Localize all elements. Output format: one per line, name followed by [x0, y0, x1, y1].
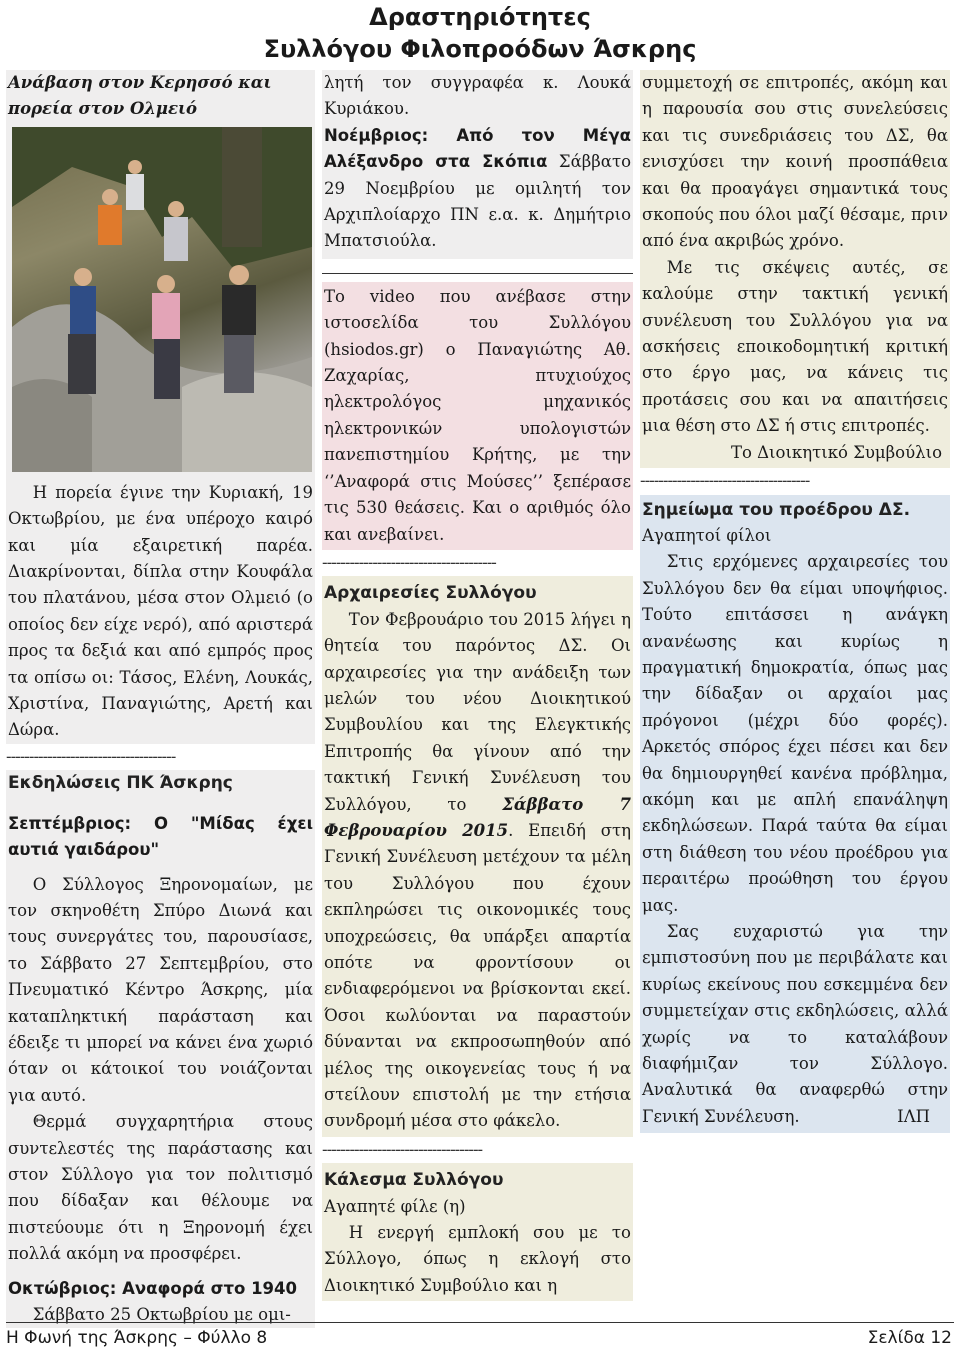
call-title: Κάλεσμα Συλλόγου	[324, 1170, 504, 1191]
note-paragraph-2: Σας ευχαριστώ για την εμπιστοσύνη που με περιβάλατε και κυρίως εκείνους που εσκεμμένα δεν συμμετείχαν στις εκδηλώσεις, αλλά χωρίς να το καταλάβουν διαφήμιζαν τον Σύλλογο. Αναλυτικά θα αναφερθώ στην Γενική Συνέλευση.	[642, 922, 948, 1126]
events-title: Εκδηλώσεις ΠΚ Άσκρης	[8, 773, 233, 794]
call-continued	[640, 70, 950, 468]
president-note-section	[640, 495, 950, 1133]
divider: -------------------------------------	[6, 746, 176, 766]
column-left	[6, 70, 315, 1328]
video-text: Το video που ανέβασε στην ιστοσελίδα του Συλλόγου (hsiodos.gr) ο Παναγιώτης Αθ. Ζαχαρίας, πτυχιούχος ηλεκτρολόγος μηχανικός ηλεκτρονικών υπολογιστών πανεπιστημίου Κρήτης, με την ‘’Αναφορά στις Μούσες’’ ξεπέρασε τις 530 θεάσεις. Και ο αριθμός όλο και ανεβαίνει.	[324, 286, 631, 544]
column-middle	[322, 70, 633, 1301]
column-right	[640, 70, 950, 1133]
elections-text-2: . Επειδή στη Γενική Συνέλευση μετέχουν τα μέλη του Συλλόγου που έχουν εκπληρώσει τις οικονομικές τους υποχρεώσεις, θα υπάρξει απαρτία οπότε να φροντίσουν οι ενδιαφερόμενοι να βρίσκονται εκεί. Όσοι κωλύονται να παραστούν δύνανται να εκπροσωπηθούν από μέλος της οικογενείας τους ή να στείλουν επιστολή με την ετήσια συνδρομή μέσα στο φάκελο.	[324, 820, 631, 1131]
november-text: Σάββατο 29 Νοεμβρίου με ομιλητή τον Αρχιπλοίαρχο ΠΝ ε.α. κ. Δημήτριο Μπατσιούλα.	[324, 152, 632, 251]
divider: --------------------------------------	[322, 552, 496, 572]
call-paragraph-2: Με τις σκέψεις αυτές, σε καλούμε στην τακτική γενική συνέλευση του Συλλόγου για να ασκήσεις εποικοδομητική κριτική στο έργο μας, να κάνεις τις προτάσεις σου και να απαιτήσεις μια θέση στο ΔΣ ή στις επιτροπές.	[642, 257, 948, 436]
november-title: Νοέμβριος: Από τον Μέγα Αλέξανδρο στα Σκόπια	[324, 125, 631, 172]
hike-title: Ανάβαση στον Κερησσό και πορεία στον Ολμειό	[8, 73, 272, 119]
hikers-photo-icon	[12, 127, 312, 472]
note-paragraph-1: Στις ερχόμενες αρχαιρεσίες του Συλλόγου δεν θα είμαι υποψήφιος. Τούτο επιτάσσει η ανάγκη ανανέωσης και κυρίως η πραγματική δημοκρατία, όπως μας την δίδαξαν οι αρχαίοι μας πρόγονοι (μέχρι δύο φορές). Αρκετός σπόρος έχει πέσει και δεν θα δημιουργηθεί κανένα πρόβλημα, ακόμη και με απλή επανάληψη εκδηλώσεων. Παρά ταύτα θα είμαι στη διάθεση του νέου προέδρου για περαιτέρω προώθηση του έργου μας.	[642, 552, 948, 915]
elections-section	[322, 576, 633, 1137]
call-greeting: Αγαπητέ φίλε (η)	[324, 1196, 466, 1216]
footer-rule	[6, 1322, 954, 1323]
september-title: Σεπτέμβριος: Ο "Μίδας έχει αυτιά γαιδάρου"	[8, 813, 313, 860]
call-signature: Το Διοικητικό Συμβούλιο	[730, 442, 942, 462]
events-section	[6, 770, 315, 1328]
note-title: Σημείωμα του προέδρου ΔΣ.	[642, 499, 911, 520]
hike-text: Η πορεία έγινε την Κυριακή, 19 Οκτωβρίου, με ένα υπέροχο καιρό και μία εξαιρετική παρέα. Διακρίνονται, δίπλα στην Κουφάλα του πλατάνου, μέσα στον Ολμειό (ο οποίος δεν είχε νερό), από αριστερά προς τα δεξιά και από εμπρός προς τα οπίσω οι: Τάσος, Ελένη, Λουκάς, Χριστίνα, Παναγιώτης, Αρετή και Δώρα.	[8, 482, 313, 740]
hike-photo	[12, 127, 312, 472]
november-item	[324, 123, 631, 255]
events-continued	[322, 70, 633, 259]
elections-date: Σάββατο 7 Φεβρουαρίου 2015	[324, 794, 631, 840]
divider: -----------------------------------	[322, 1139, 483, 1159]
elections-text-1: Τον Φεβρουάριο του 2015 λήγει η θητεία του παρόντος ΔΣ. Οι αρχαιρεσίες για την ανάδειξη των μελών του νέου Διοικητικού Συμβουλίου και της Ελεγκτικής Επιτροπής θα γίνουν από την τακτική Γενική Συνέλευση του Συλλόγου, το	[324, 609, 631, 814]
october-continued: λητή τον συγγραφέα κ. Λουκά Κυριάκου.	[324, 73, 631, 119]
september-paragraph-2: Θερμά συγχαρητήρια στους συντελεστές της παράστασης και στον Σύλλογο για τον πολιτισμό που δίδαξαν και θέλουμε να πιστεύουμε ότι η Ξηρονομή έχει πολλά ακόμη να προσφέρει.	[8, 1112, 313, 1264]
page-title	[0, 0, 960, 66]
hike-section	[6, 70, 315, 744]
page-title-line2: Συλλόγου Φιλοπροόδων Άσκρης	[263, 35, 697, 63]
call-section	[322, 1163, 633, 1301]
october-title: Οκτώβριος: Αναφορά στο 1940	[8, 1278, 297, 1298]
call-continued-text: συμμετοχή σε επιτροπές, ακόμη και η παρουσία σου στις συνελεύσεις και τις συνεδριάσεις του ΔΣ, θα ενισχύσει την κοινή προσπάθεια και θα προαγάγει σημαντικά τους σκοπούς που όλοι μαζί θέσαμε, πριν από ένα ακριβώς χρόνο.	[642, 73, 948, 251]
october-text: Σάββατο 25 Οκτωβρίου με ομι-	[32, 1305, 291, 1324]
elections-title: Αρχαιρεσίες Συλλόγου	[324, 583, 537, 604]
page-title-line1: Δραστηριότητες	[369, 3, 591, 31]
divider: -------------------------------------	[640, 471, 810, 491]
note-greeting: Αγαπητοί φίλοι	[642, 525, 772, 545]
note-signature: ΙΛΠ	[897, 1107, 930, 1127]
footer-page-number: Σελίδα 12	[867, 1328, 952, 1348]
video-section	[322, 282, 633, 550]
elections-paragraph	[324, 607, 631, 1135]
call-text: Η ενεργή εμπλοκή σου με το Σύλλογο, όπως η εκλογή στο Διοικητικό Συμβούλιο και η	[324, 1223, 631, 1295]
footer-issue: Η Φωνή της Άσκρης – Φύλλο 8	[6, 1328, 268, 1348]
september-paragraph-1: Ο Σύλλογος Ξηρονομαίων, με τον σκηνοθέτη Σπύρο Διωνά και τους συνεργάτες του, παρουσίασε, το Σάββατο 27 Σεπτεμβρίου, στο Πνευματικό Κέντρο Άσκρης, μία καταπληκτική παράσταση και έδειξε τι μπορεί να κάνει ένα χωριό όταν οι κάτοικοί του νοιάζονται για αυτό.	[8, 874, 313, 1105]
rule	[322, 273, 633, 282]
